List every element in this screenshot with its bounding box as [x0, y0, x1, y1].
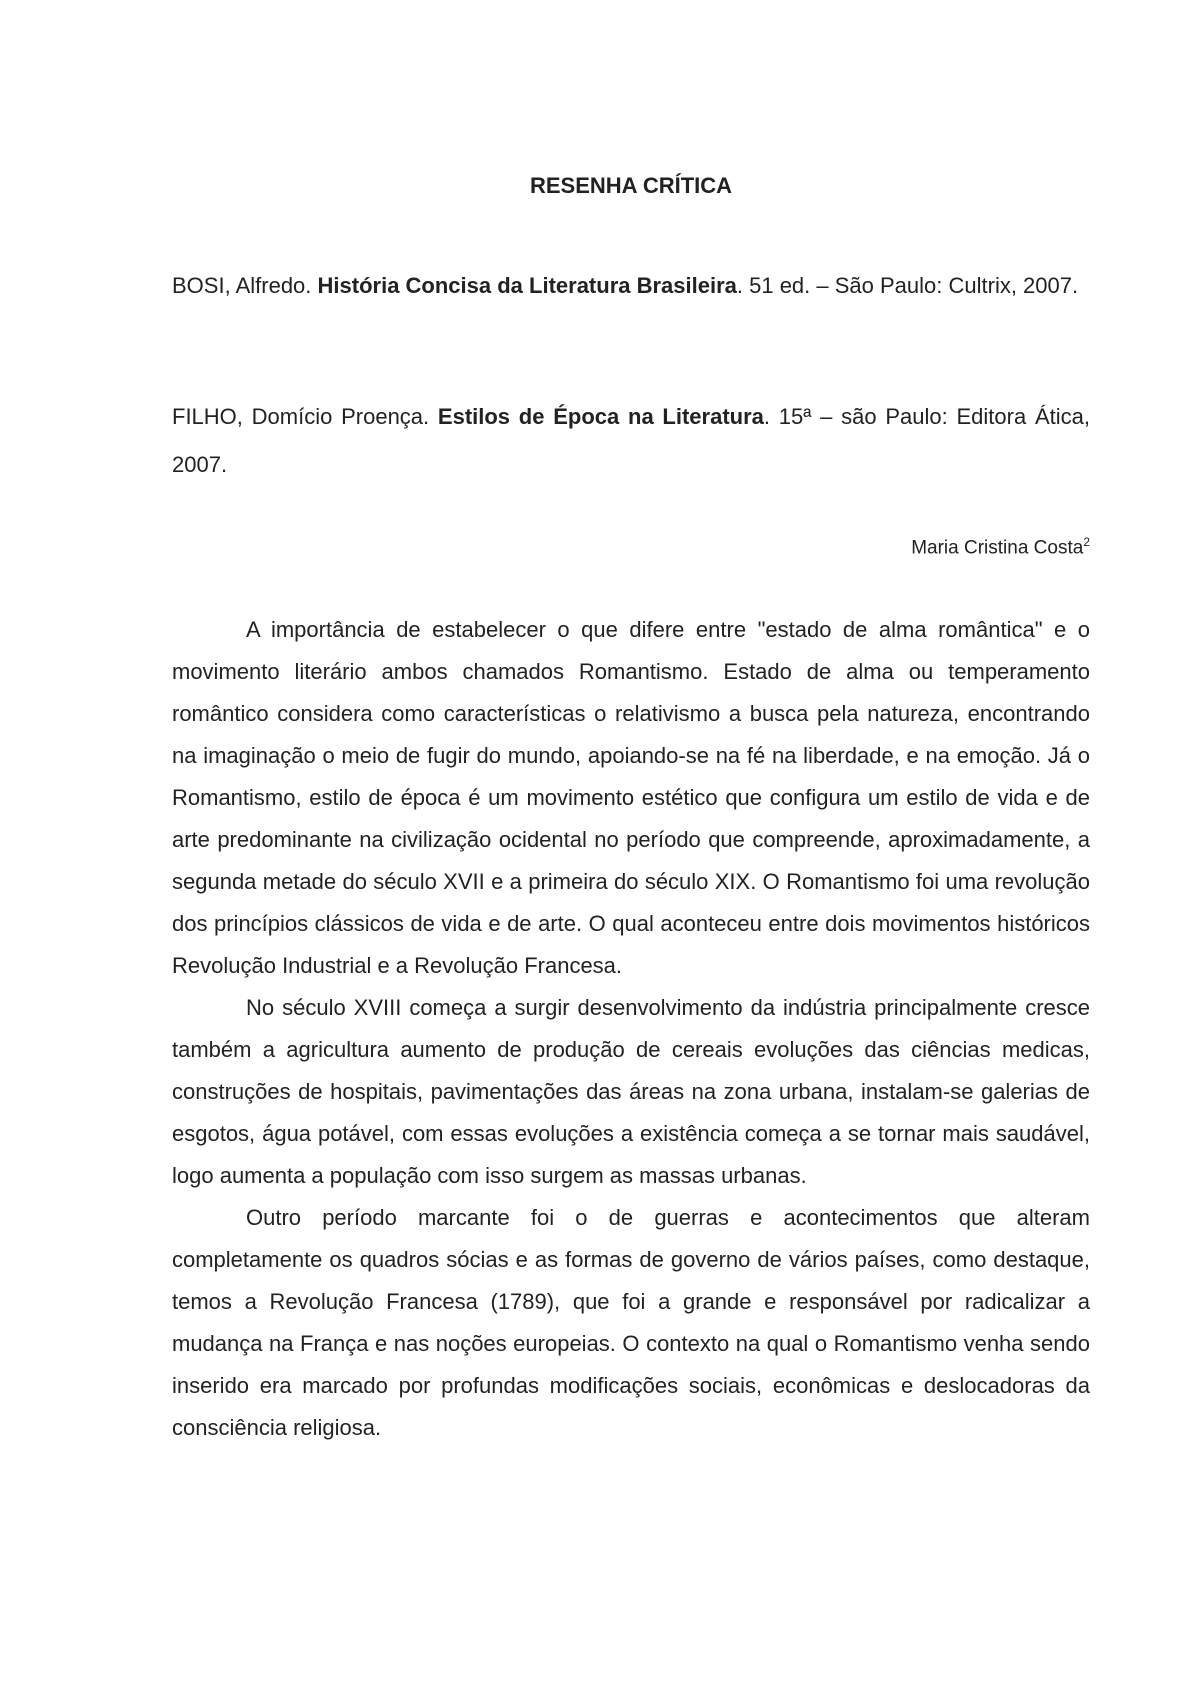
- document-title: RESENHA CRÍTICA: [529, 173, 733, 198]
- footnote-mark: 2: [1083, 535, 1090, 549]
- paragraph: No século XVIII começa a surgir desenvolvimento da indústria principalmente cresce também a agricultura aumento de produção de cereais evoluções das ciências medicas, construções de hospitais, pavimentações das áreas na zona urbana, instalam-se galerias de esgotos, água potável, com essas evoluções a existência começa a se tornar mais saudável, logo aumenta a população com isso surgem as massas urbanas.: [172, 995, 1090, 1188]
- reference-filho: [172, 393, 1090, 489]
- paragraph: Outro período marcante foi o de guerras e acontecimentos que alteram completamente os quadros sócias e as formas de governo de vários países, como destaque, temos a Revolução Francesa (1789), que foi a grande e responsável por radicalizar a mudança na França e nas noções europeias. O contexto na qual o Romantismo venha sendo inserido era marcado por profundas modificações sociais, econômicas e deslocadoras da consciência religiosa.: [172, 1205, 1090, 1440]
- reference-author: FILHO, Domício Proença.: [172, 404, 438, 429]
- reference-book-title: Estilos de Época na Literatura: [437, 404, 764, 429]
- paragraph: A importância de estabelecer o que difere entre "estado de alma romântica" e o movimento literário ambos chamados Romantismo. Estado de alma ou temperamento romântico considera como características o relativismo a busca pela natureza, encontrando na imaginação o meio de fugir do mundo, apoiando-se na fé na liberdade, e na emoção. Já o Romantismo, estilo de época é um movimento estético que configura um estilo de vida e de arte predominante na civilização ocidental no período que compreende, aproximadamente, a segunda metade do século XVII e a primeira do século XIX. O Romantismo foi uma revolução dos princípios clássicos de vida e de arte. O qual aconteceu entre dois movimentos históricos Revolução Industrial e a Revolução Francesa.: [172, 617, 1090, 978]
- reference-author: BOSI, Alfredo.: [172, 273, 318, 298]
- document-page: [172, 0, 1090, 1698]
- reference-publication: . 51 ed. – São Paulo: Cultrix, 2007.: [736, 273, 1079, 298]
- reference-publication: . 15ª – são Paulo: Editora Ática, 2007.: [172, 404, 1090, 477]
- author-name: Maria Cristina Costa: [911, 537, 1084, 559]
- reference-bosi: [172, 269, 1090, 302]
- reference-book-title: História Concisa da Literatura Brasileira: [317, 273, 737, 298]
- author-line: [911, 529, 1090, 561]
- review-body: [172, 609, 1090, 1449]
